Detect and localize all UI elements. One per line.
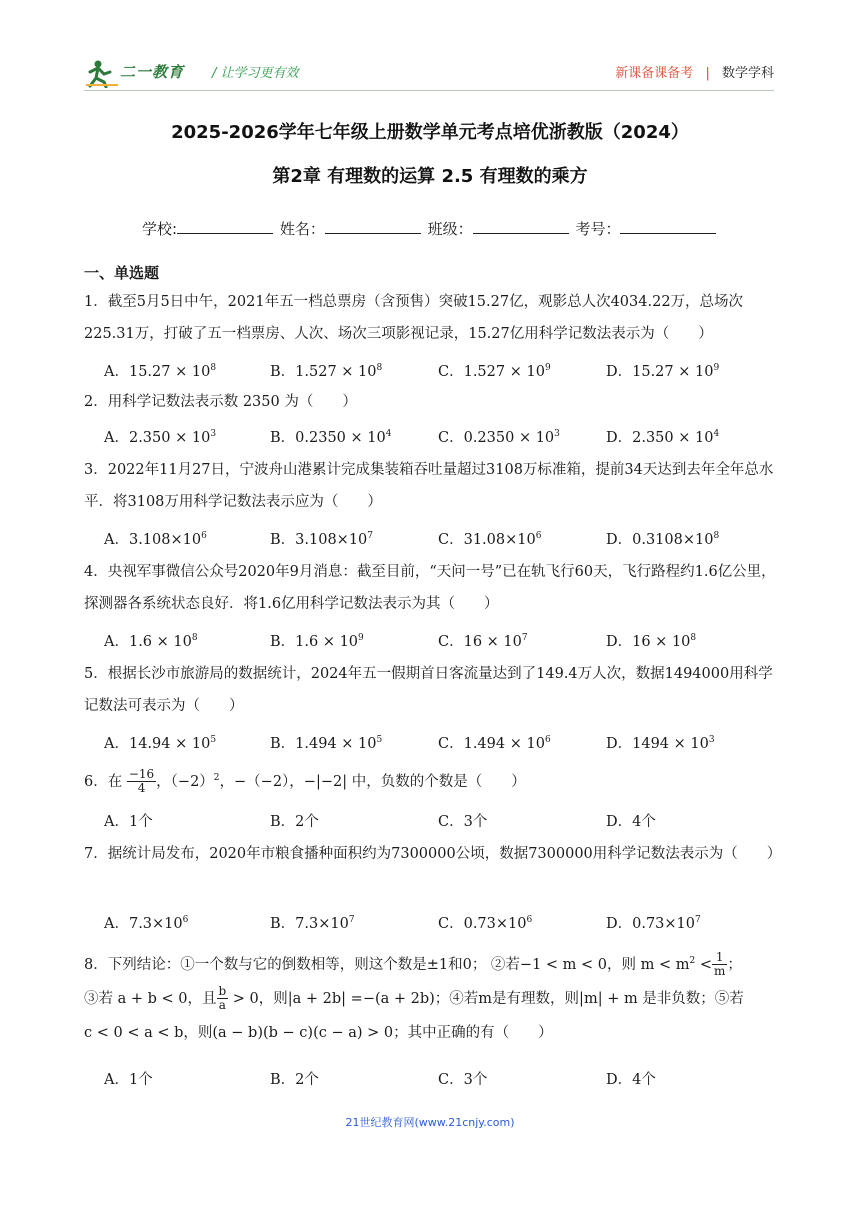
document-subtitle: 第2章 有理数的运算 2.5 有理数的乘方: [272, 166, 588, 187]
option-a[interactable]: A．$7.3\times 10^6$: [104, 915, 189, 932]
question-8-line-2: ③若 a + b < 0，且 $\frac{b}{a}$ > 0，则|a + 2b| =−(a + 2b)；④若m是有理数，则|m| + m 是非负数；⑤若: [84, 984, 744, 1013]
name-field[interactable]: [325, 219, 421, 234]
option-a[interactable]: A．$15.27 \times 10^8$: [104, 363, 217, 380]
option-d[interactable]: D．$0.73\times 10^7$: [606, 915, 701, 932]
slogan: / 让学习更有效: [212, 66, 299, 81]
school-label: 学校:: [142, 220, 178, 238]
option-c[interactable]: C．$0.2350 \times 10^3$: [438, 429, 560, 446]
student-info-row: [142, 218, 718, 239]
name-label: 姓名：: [279, 220, 325, 238]
class-label: 班级：: [427, 220, 473, 238]
option-a[interactable]: A．$3.108\times 10^6$: [104, 531, 207, 548]
option-b[interactable]: B．$0.2350 \times 10^4$: [270, 429, 392, 446]
question-8-options: [104, 1068, 784, 1094]
option-a[interactable]: A．1个: [104, 814, 153, 830]
option-d[interactable]: D．$1494 \times 10^3$: [606, 735, 715, 752]
question-4: 4．央视军事微信公众号2020年9月消息：截至目前，“天问一号”已在轨飞行60天，飞行路程约1.6亿公里，探测器各系统状态良好．将1.6亿用科学记数法表示为其（ ）: [84, 564, 776, 612]
header-course: 新课备课备考: [615, 66, 694, 81]
option-a[interactable]: A．$2.350 \times 10^3$: [104, 429, 217, 446]
header-separator: |: [705, 66, 710, 81]
option-c[interactable]: C．$16 \times 10^7$: [438, 633, 528, 650]
option-b[interactable]: B．$1.527 \times 10^8$: [270, 363, 383, 380]
question-5-options: [104, 732, 784, 758]
question-8-line-1: 8．下列结论：①一个数与它的倒数相等，则这个数是±1和0； ②若−1 < m < 0，则 $m < m^2$ < $\frac{1}{m}$ ；: [84, 950, 742, 979]
question-7: 7．据统计局发布，2020年市粮食播种面积约为7300000公顷，数据7300000用科学记数法表示为（ ）: [84, 846, 782, 862]
header-subject: 数学学科: [721, 66, 774, 81]
question-1: 1．截至5月5日中午，2021年五一档总票房（含预售）突破15.27亿，观影总人次4034.22万，总场次225.31万，打破了五一档票房、人次、场次三项影视记录，15.27亿用科学记数法表示为（ ）: [84, 294, 744, 342]
option-c[interactable]: C．$0.73\times 10^6$: [438, 915, 533, 932]
question-3-options: [104, 528, 784, 554]
option-c[interactable]: C．$1.494 \times 10^6$: [438, 735, 551, 752]
question-7-options: [104, 912, 784, 938]
option-b[interactable]: B．$1.6 \times 10^9$: [270, 633, 364, 650]
option-a[interactable]: A．$14.94 \times 10^5$: [104, 735, 217, 752]
page-footer[interactable]: 21世纪教育网(www.21cnjy.com): [345, 1116, 515, 1129]
question-3: 3．2022年11月27日，宁波舟山港累计完成集装箱吞吐量超过3108万标准箱，提前34天达到去年全年总水平．将3108万用科学记数法表示应为（ ）: [84, 462, 774, 510]
number-label: 考号：: [575, 220, 621, 238]
question-8-line-3: c < 0 < a < b，则(a − b)(b − c)(c − a) > 0；其中正确的有（ ）: [84, 1024, 553, 1041]
school-field[interactable]: [177, 219, 273, 234]
option-c[interactable]: C．3个: [438, 1072, 488, 1088]
page-header: [84, 56, 774, 90]
option-a[interactable]: A．1个: [104, 1072, 153, 1088]
header-divider: [84, 90, 774, 91]
option-b[interactable]: B．2个: [270, 814, 319, 830]
logo-text: 二一教育: [120, 63, 185, 81]
question-5: 5．根据长沙市旅游局的数据统计，2024年五一假期首日客流量达到了149.4万人次，数据1494000用科学记数法可表示为（ ）: [84, 666, 773, 714]
question-6-options: [104, 810, 784, 836]
option-b[interactable]: B．2个: [270, 1072, 319, 1088]
option-c[interactable]: C．3个: [438, 814, 488, 830]
option-d[interactable]: D．$0.3108\times 10^8$: [606, 531, 720, 548]
question-8: [84, 944, 780, 1050]
option-d[interactable]: D．$15.27 \times 10^9$: [606, 363, 720, 380]
header-right: [615, 62, 774, 81]
option-c[interactable]: C．$31.08\times 10^6$: [438, 531, 542, 548]
number-field[interactable]: [620, 219, 716, 234]
section-heading: 一、单选题: [84, 264, 160, 282]
question-2: 2．用科学记数法表示数 2350 为（ ）: [84, 394, 357, 410]
fraction-neg16-over-4: $\frac{-16}{4}$: [128, 767, 155, 796]
question-6: 6．在 $\frac{-16}{4}$ ，$(-2)^2$，−（−2），−|−2| 中，负数的个数是（ ）: [84, 767, 526, 796]
question-1-options: [104, 360, 784, 386]
question-4-options: [104, 630, 784, 656]
option-d[interactable]: D．4个: [606, 814, 656, 830]
document-title: 2025-2026学年七年级上册数学单元考点培优浙教版（2024）: [171, 122, 689, 143]
question-2-options: [104, 426, 784, 452]
option-c[interactable]: C．$1.527 \times 10^9$: [438, 363, 551, 380]
option-a[interactable]: A．$1.6 \times 10^8$: [104, 633, 198, 650]
option-b[interactable]: B．$1.494 \times 10^5$: [270, 735, 383, 752]
option-d[interactable]: D．$16 \times 10^8$: [606, 633, 697, 650]
option-b[interactable]: B．$7.3\times 10^7$: [270, 915, 355, 932]
option-b[interactable]: B．$3.108\times 10^7$: [270, 531, 374, 548]
class-field[interactable]: [473, 219, 569, 234]
option-d[interactable]: D．$2.350 \times 10^4$: [606, 429, 720, 446]
option-d[interactable]: D．4个: [606, 1072, 656, 1088]
